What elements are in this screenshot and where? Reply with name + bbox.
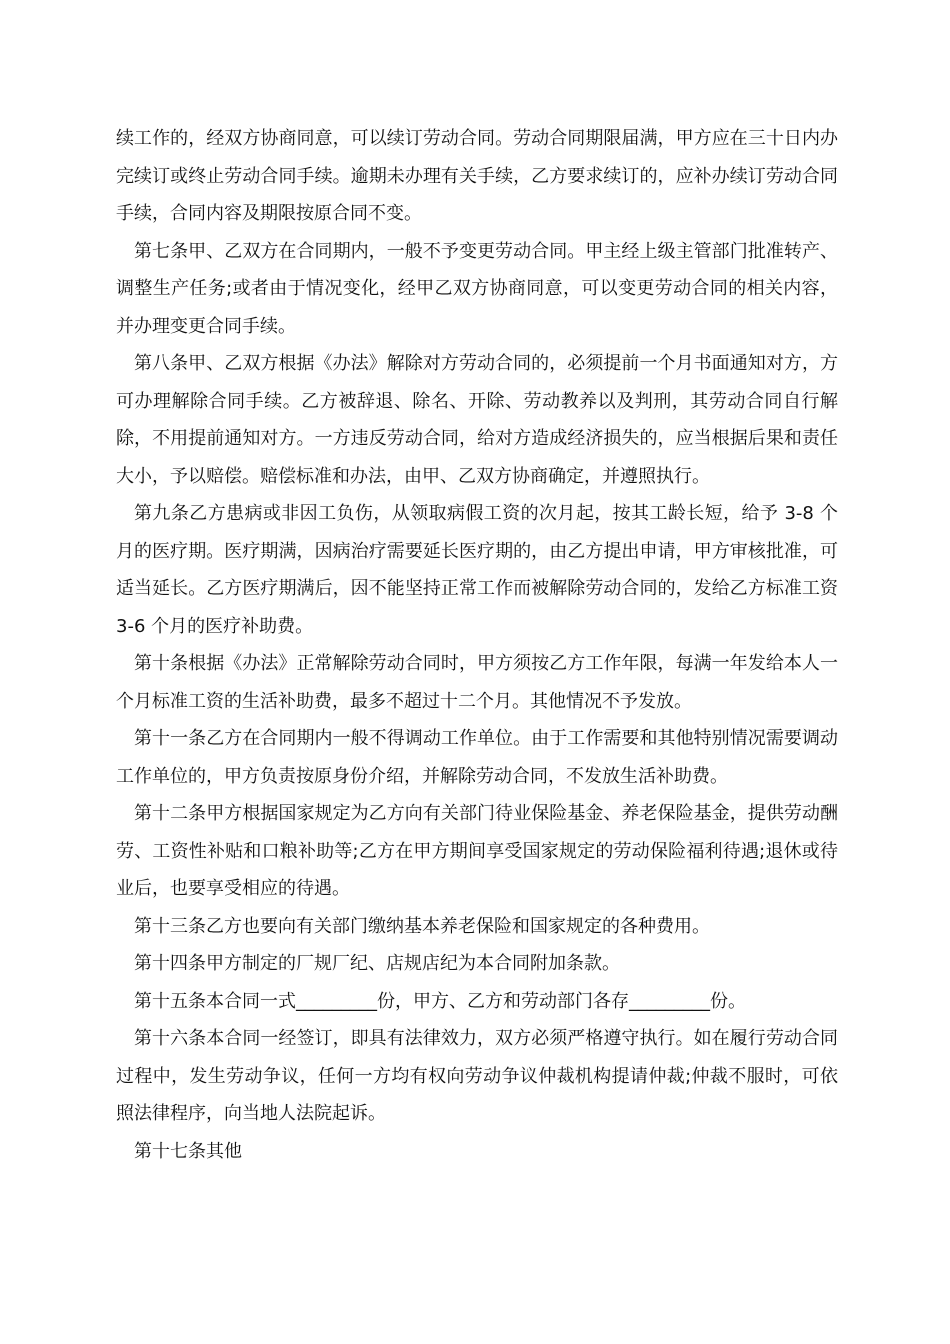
paragraph-article-16: 第十六条本合同一经签订，即具有法律效力，双方必须严格遵守执行。如在履行劳动合同过程中，发生劳动争议，任何一方均有权向劳动争议仲裁机构提请仲裁;仲裁不服时，可依照法律程序，向当地人法院起诉。: [116, 1028, 838, 1124]
paragraph-article-13: 第十三条乙方也要向有关部门缴纳基本养老保险和国家规定的各种费用。: [134, 915, 710, 937]
paragraph-article-11: 第十一条乙方在合同期内一般不得调动工作单位。由于工作需要和其他特别情况需要调动工作单位的，甲方负责按原身份介绍，并解除劳动合同，不发放生活补助费。: [116, 728, 838, 787]
paragraph-article-17: 第十七条其他: [134, 1140, 242, 1162]
paragraph-article-7: 第七条甲、乙双方在合同期内，一般不予变更劳动合同。甲主经上级主管部门批准转产、调整生产任务;或者由于情况变化，经甲乙双方协商同意，可以变更劳动合同的相关内容，并办理变更合同手续。: [116, 240, 838, 337]
document-body: [116, 120, 838, 1170]
paragraph-article-9: 第九条乙方患病或非因工负伤，从领取病假工资的次月起，按其工龄长短，给予 3-8 个月的医疗期。医疗期满，因病治疗需要延长医疗期的，由乙方提出申请，甲方审核批准，可适当延长。乙方医疗期满后，因不能坚持正常工作而被解除劳动合同的，发给乙方标准工资 3-6 个月的医疗补助费。: [116, 503, 838, 637]
paragraph-article-10: 第十条根据《办法》正常解除劳动合同时，甲方须按乙方工作年限，每满一年发给本人一个月标准工资的生活补助费，最多不超过十二个月。其他情况不予发放。: [116, 653, 838, 712]
paragraph-article-8: 第八条甲、乙双方根据《办法》解除对方劳动合同的，必须提前一个月书面通知对方，方可办理解除合同手续。乙方被辞退、除名、开除、劳动教养以及判刑，其劳动合同自行解除，不用提前通知对方。一方违反劳动合同，给对方造成经济损失的，应当根据后果和责任大小，予以赔偿。赔偿标准和办法，由甲、乙双方协商确定，并遵照执行。: [116, 353, 838, 487]
paragraph-article-12: 第十二条甲方根据国家规定为乙方向有关部门待业保险基金、养老保险基金，提供劳动酬劳、工资性补贴和口粮补助等;乙方在甲方期间享受国家规定的劳动保险福利待遇;退休或待业后，也要享受相应的待遇。: [116, 803, 838, 899]
paragraph-continuation: 续工作的，经双方协商同意，可以续订劳动合同。劳动合同期限届满，甲方应在三十日内办完续订或终止劳动合同手续。逾期未办理有关手续，乙方要求续订的，应补办续订劳动合同手续，合同内容及期限按原合同不变。: [116, 128, 838, 224]
paragraph-article-14: 第十四条甲方制定的厂规厂纪、店规店纪为本合同附加条款。: [134, 953, 620, 974]
paragraph-article-15: 第十五条本合同一式_________份，甲方、乙方和劳动部门各存_________份。: [134, 990, 746, 1012]
